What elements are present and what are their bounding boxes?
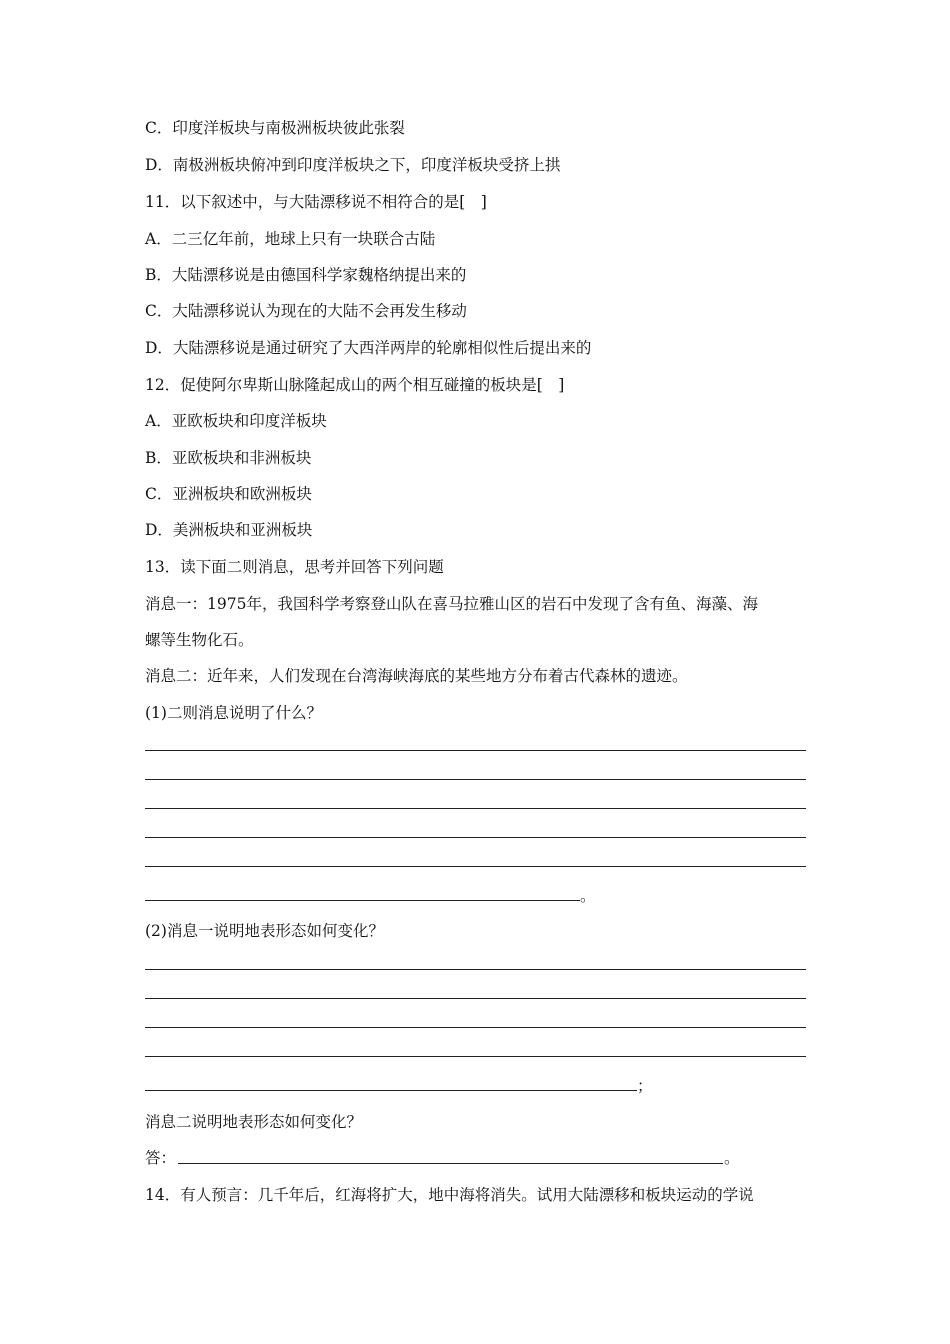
answer-line[interactable] (145, 1056, 806, 1057)
question-11: 11．以下叙述中，与大陆漂移说不相符合的是[ ] (145, 193, 487, 211)
question-13: 13．读下面二则消息，思考并回答下列问题 (145, 558, 444, 576)
question-13-3: 消息二说明地表形态如何变化？ (145, 1113, 363, 1131)
message-1-line-2: 螺等生物化石。 (145, 631, 254, 649)
question-13-2: (2)消息一说明地表形态如何变化？ (145, 922, 384, 940)
answer-line[interactable] (178, 1163, 723, 1164)
answer-line[interactable] (145, 750, 806, 751)
answer-label: 答： (145, 1149, 177, 1167)
answer-line[interactable] (145, 1027, 806, 1028)
answer-line[interactable] (145, 969, 806, 970)
answer-line[interactable] (145, 1090, 637, 1091)
option-a-q12: A．亚欧板块和印度洋板块 (145, 412, 327, 430)
end-period: 。 (724, 1149, 740, 1167)
answer-line[interactable] (145, 837, 806, 838)
end-period: 。 (580, 887, 596, 905)
option-c-q12: C．亚洲板块和欧洲板块 (145, 485, 312, 503)
message-1-line-1: 消息一：1975年，我国科学考察登山队在喜马拉雅山区的岩石中发现了含有鱼、海藻、海 (145, 595, 758, 613)
answer-line[interactable] (145, 808, 806, 809)
option-d-q10: D．南极洲板块俯冲到印度洋板块之下，印度洋板块受挤上拱 (145, 156, 561, 174)
option-c-q10: C．印度洋板块与南极洲板块彼此张裂 (145, 119, 405, 137)
option-a-q11: A．二三亿年前，地球上只有一块联合古陆 (145, 230, 436, 248)
option-d-q12: D．美洲板块和亚洲板块 (145, 521, 313, 539)
option-b-q11: B．大陆漂移说是由德国科学家魏格纳提出来的 (145, 266, 467, 284)
option-b-q12: B．亚欧板块和非洲板块 (145, 449, 312, 467)
answer-line[interactable] (145, 866, 806, 867)
question-14: 14．有人预言：几千年后，红海将扩大，地中海将消失。试用大陆漂移和板块运动的学说 (145, 1186, 754, 1204)
answer-line[interactable] (145, 900, 580, 901)
option-d-q11: D．大陆漂移说是通过研究了大西洋两岸的轮廓相似性后提出来的 (145, 339, 592, 357)
option-c-q11: C．大陆漂移说认为现在的大陆不会再发生移动 (145, 302, 467, 320)
question-12: 12．促使阿尔卑斯山脉隆起成山的两个相互碰撞的板块是[ ] (145, 376, 565, 394)
question-13-1: (1)二则消息说明了什么？ (145, 704, 322, 722)
message-2: 消息二：近年来，人们发现在台湾海峡海底的某些地方分布着古代森林的遗迹。 (145, 667, 688, 685)
answer-line[interactable] (145, 779, 806, 780)
end-semicolon: ； (637, 1077, 653, 1095)
answer-line[interactable] (145, 998, 806, 999)
